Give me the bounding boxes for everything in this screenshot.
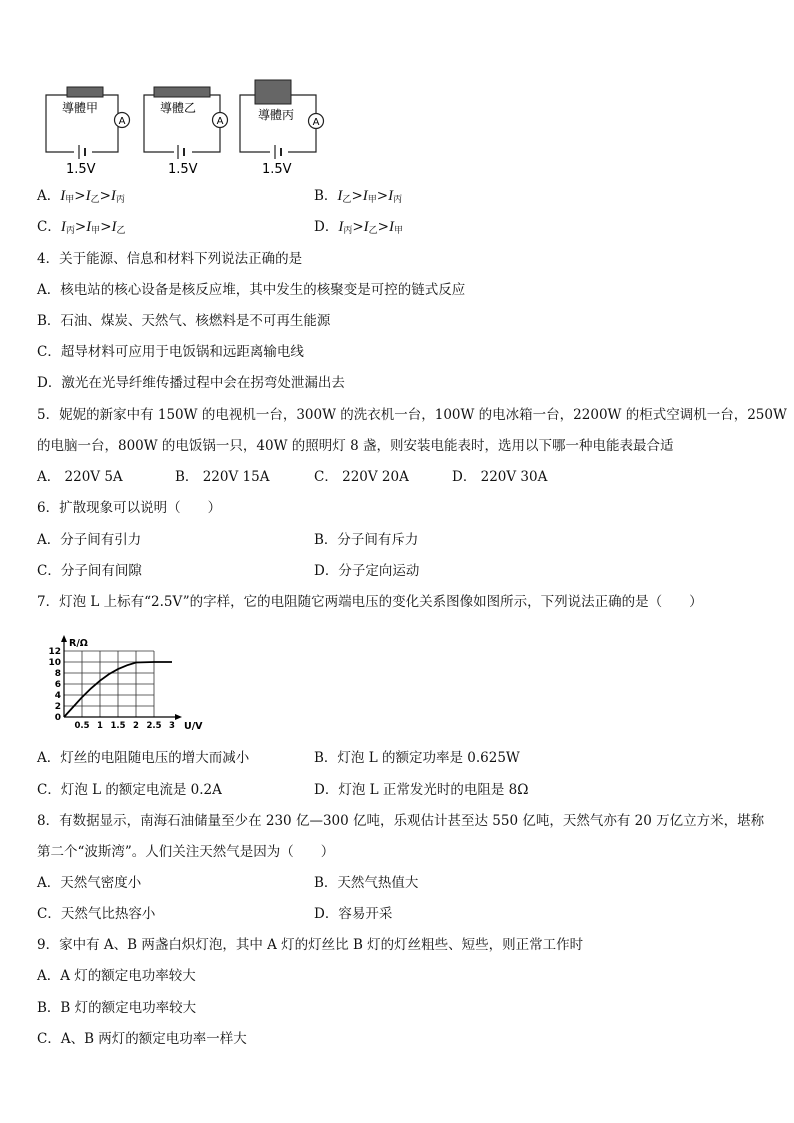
q7-option-d: D．灯泡 L 正常发光时的电阻是 8Ω	[314, 782, 529, 798]
current-symbol: I	[362, 188, 368, 204]
q8-option-a: A．天然气密度小	[37, 875, 142, 891]
q7-stem: 7．灯泡 L 上标有“2.5V”的字样，它的电阻随它两端电压的变化关系图像如图所示，下列说法正确的是（ ）	[37, 594, 703, 610]
q7-option-c: C．灯泡 L 的额定电流是 0.2A	[37, 782, 222, 798]
x-tick-label: 2	[133, 721, 139, 731]
option-letter: A．	[37, 188, 61, 204]
q6-option-a: A．分子间有引力	[37, 532, 142, 548]
circuit-bing	[240, 80, 324, 159]
y-axis-arrow	[61, 635, 67, 642]
current-symbol: I	[111, 219, 117, 235]
ammeter-label: A	[312, 117, 320, 128]
x-tick-label: 3	[169, 721, 175, 731]
y-tick-label: 0	[54, 713, 61, 723]
option-letter: D．	[314, 219, 339, 235]
greater-than-sign: >	[352, 219, 364, 235]
q6-option-c: C．分子间有间隙	[37, 563, 142, 579]
q5-option-d: D． 220V 30A	[452, 469, 548, 485]
q3-option-c	[37, 218, 126, 240]
x-tick-label: 1	[97, 721, 103, 731]
q9-option-c: C．A、B 两灯的额定电功率一样大	[37, 1031, 247, 1047]
voltage-label: 1.5V	[168, 162, 198, 177]
current-symbol: I	[338, 219, 344, 235]
option-letter: B．	[314, 188, 338, 204]
q5-option-a: A． 220V 5A	[37, 469, 123, 485]
current-subscript: 乙	[90, 195, 100, 205]
q7-option-b: B．灯泡 L 的额定功率是 0.625W	[314, 750, 520, 766]
y-tick-label: 8	[54, 669, 61, 679]
q6-option-d: D．分子定向运动	[314, 563, 420, 579]
x-tick-label: 2.5	[146, 721, 162, 731]
greater-than-sign: >	[99, 188, 111, 204]
current-symbol: I	[388, 219, 394, 235]
x-axis-arrow	[175, 714, 182, 720]
current-subscript: 甲	[65, 195, 75, 205]
q6-stem: 6．扩散现象可以说明（ ）	[37, 500, 222, 516]
q5-option-b: B． 220V 15A	[175, 469, 270, 485]
current-symbol: I	[60, 188, 66, 204]
q4-stem: 4．关于能源、信息和材料下列说法正确的是	[37, 251, 303, 267]
greater-than-sign: >	[74, 188, 86, 204]
x-tick-label: 1.5	[110, 721, 126, 731]
q9-option-b: B．B 灯的额定电功率较大	[37, 1000, 197, 1016]
circuit-jia	[46, 87, 130, 159]
greater-than-sign: >	[351, 188, 363, 204]
current-subscript: 乙	[116, 226, 126, 236]
current-symbol: I	[337, 188, 343, 204]
q8-stem-line2: 第二个“波斯湾”。人们关注天然气是因为（ ）	[37, 844, 335, 860]
voltage-label: 1.5V	[262, 162, 292, 177]
greater-than-sign: >	[100, 219, 112, 235]
q3-option-a	[37, 187, 125, 209]
q9-stem: 9．家中有 A、B 两盏白炽灯泡，其中 A 灯的灯丝比 B 灯的灯丝粗些、短些，则正常工作时	[37, 937, 584, 953]
circuit-diagrams	[0, 0, 794, 185]
y-axis-label: R/Ω	[69, 638, 88, 649]
q5-option-c: C． 220V 20A	[314, 469, 409, 485]
greater-than-sign: >	[74, 219, 87, 235]
greater-than-sign: >	[376, 188, 389, 204]
q8-option-d: D．容易开采	[314, 906, 393, 922]
current-subscript: 丙	[343, 226, 353, 236]
y-tick-label: 10	[48, 658, 61, 668]
current-subscript: 丙	[65, 226, 75, 236]
q9-option-a: A．A 灯的额定电功率较大	[37, 968, 196, 984]
x-tick-label: 0.5	[74, 721, 90, 731]
resistance-voltage-chart	[30, 628, 203, 736]
q8-option-b: B．天然气热值大	[314, 875, 419, 891]
current-symbol: I	[85, 188, 91, 204]
current-symbol: I	[60, 219, 66, 235]
ammeter-label: A	[118, 116, 126, 127]
q4-option-d: D．激光在光导纤维传播过程中会在拐弯处泄漏出去	[37, 375, 345, 391]
current-subscript: 甲	[393, 226, 403, 236]
current-symbol: I	[363, 219, 369, 235]
current-symbol: I	[86, 219, 92, 235]
current-subscript: 甲	[367, 195, 377, 205]
y-tick-label: 12	[48, 647, 61, 657]
q3-option-d	[314, 218, 403, 240]
conductor-label: 導體乙	[160, 101, 197, 115]
current-subscript: 甲	[91, 226, 101, 236]
q6-option-b: B．分子间有斥力	[314, 532, 419, 548]
current-subscript: 丙	[393, 195, 403, 205]
q8-option-c: C．天然气比热容小	[37, 906, 156, 922]
q7-option-a: A．灯丝的电阻随电压的增大而减小	[37, 750, 250, 766]
y-tick-label: 6	[54, 680, 61, 690]
current-subscript: 乙	[342, 195, 352, 205]
q5-stem-line1: 5．妮妮的新家中有 150W 的电视机一台，300W 的洗衣机一台，100W 的电冰箱一台，2200W 的柜式空调机一台，250W	[37, 407, 787, 423]
q4-option-b: B．石油、煤炭、天然气、核燃料是不可再生能源	[37, 313, 331, 329]
current-subscript: 乙	[368, 226, 378, 236]
q8-stem-line1: 8．有数据显示，南海石油储量至少在 230 亿—300 亿吨，乐观估计甚至达 550 亿吨，天然气亦有 20 万亿立方米，堪称	[37, 813, 765, 829]
conductor-label: 導體丙	[258, 108, 295, 122]
q4-option-a: A．核电站的核心设备是核反应堆，其中发生的核聚变是可控的链式反应	[37, 282, 466, 298]
q3-option-b	[314, 187, 402, 209]
voltage-label: 1.5V	[66, 162, 96, 177]
greater-than-sign: >	[377, 219, 389, 235]
q5-stem-line2: 的电脑一台，800W 的电饭锅一只，40W 的照明灯 8 盏，则安装电能表时，选用以下哪一种电能表最合适	[37, 438, 674, 454]
current-subscript: 丙	[115, 195, 125, 205]
current-symbol: I	[110, 188, 116, 204]
y-tick-label: 2	[54, 702, 61, 712]
x-axis-label: U/V	[184, 721, 203, 732]
circuit-yi	[144, 87, 228, 159]
y-tick-label: 4	[54, 691, 61, 701]
ammeter-label: A	[216, 116, 224, 127]
current-symbol: I	[388, 188, 394, 204]
q4-option-c: C．超导材料可应用于电饭锅和远距离输电线	[37, 344, 304, 360]
option-letter: C．	[37, 219, 61, 235]
conductor-label: 導體甲	[62, 101, 99, 115]
